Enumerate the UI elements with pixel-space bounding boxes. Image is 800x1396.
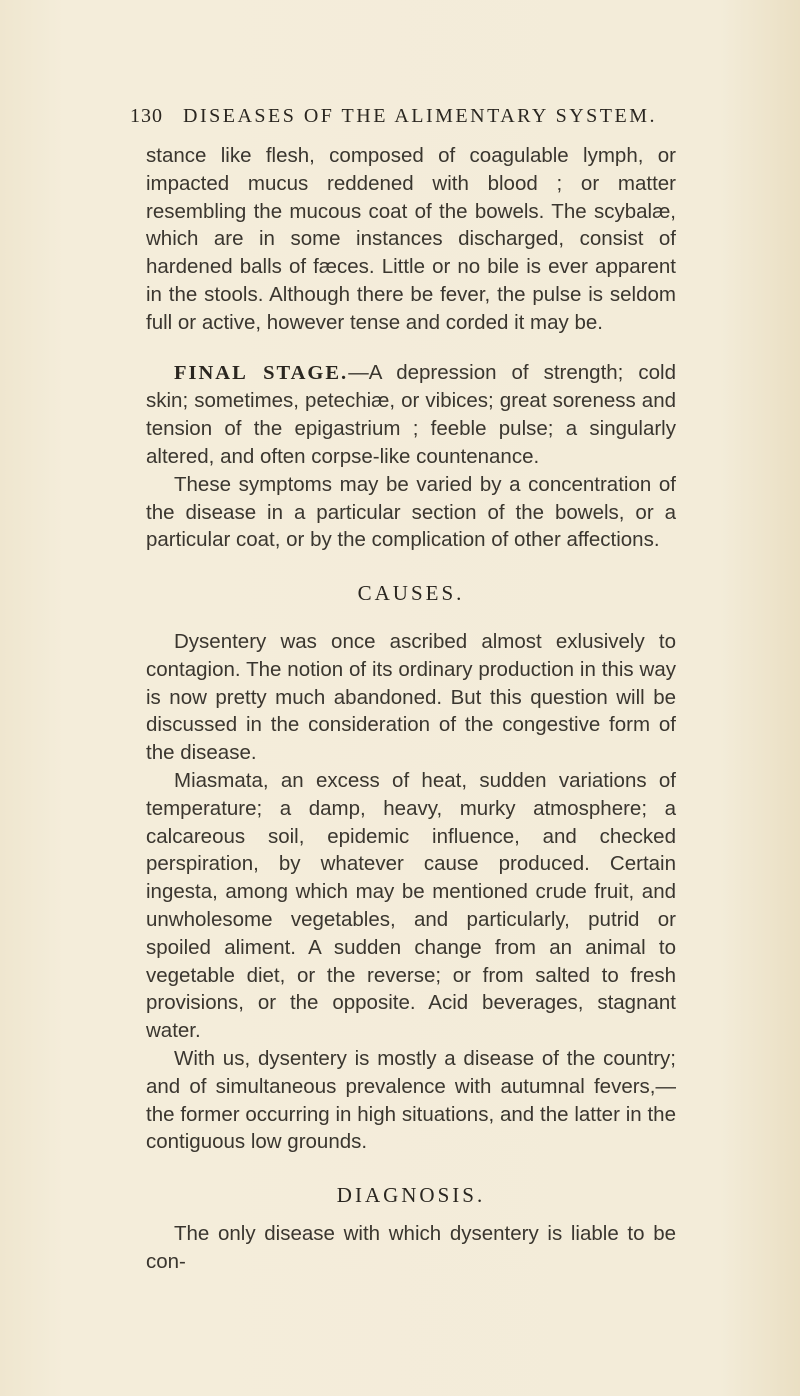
paragraph-symptoms: These symptoms may be varied by a concentration of the disease in a particular section of the bowels, or a particular coat, or by the complication of other affections. xyxy=(146,472,676,552)
paragraph-diagnosis: The only disease with which dysentery is liable to be con- xyxy=(146,1221,676,1273)
paragraph-final-stage xyxy=(146,359,676,471)
paragraph-country: With us, dysentery is mostly a disease of the country; and of simultaneous prevalence with autumnal fevers,—the former occurring in high situations, and the latter in the contiguous low grounds. xyxy=(146,1046,676,1154)
causes-heading: CAUSES. xyxy=(357,581,465,606)
paragraph-contagion: Dysentery was once ascribed almost exlusively to contagion. The notion of its ordinary production in this way is now pretty much abandoned. But this question will be discussed in the consideration of the congestive form of the disease. xyxy=(146,629,676,765)
body-text xyxy=(146,142,676,1275)
diagnosis-heading: DIAGNOSIS. xyxy=(336,1183,486,1208)
final-stage-label: FINAL STAGE. xyxy=(174,361,349,384)
page-header xyxy=(130,105,690,128)
page-number: 130 xyxy=(130,105,163,127)
running-title: DISEASES OF THE ALIMENTARY SYSTEM. xyxy=(183,105,657,127)
paragraph-continuation: stance like flesh, composed of coagulable lymph, or impacted mucus reddened with blood ; or matter resembling the mucous coat of the bowels. The scybalæ, which are in some instances discharged, consist of hardened balls of fæces. Little or no bile is ever apparent in the stools. Although there be fever, the pulse is seldom full or active, however tense and corded it may be. xyxy=(146,144,676,334)
final-stage-text: —A depression of strength; cold skin; sometimes, petechiæ, or vibices; great soreness and tension of the epigastrium ; feeble pulse; a singularly altered, and often corpse-like countenance. xyxy=(146,360,676,468)
paragraph-miasmata: Miasmata, an excess of heat, sudden variations of temperature; a damp, heavy, murky atmosphere; a calcareous soil, epidemic influence, and checked perspiration, by whatever cause produced. Certain ingesta, among which may be mentioned crude fruit, and unwholesome vegetables, and particularly, putrid or spoiled aliment. A sudden change from an animal to vegetable diet, or the reverse; or from salted to fresh provisions, or the opposite. Acid beverages, stagnant water. xyxy=(146,768,676,1043)
